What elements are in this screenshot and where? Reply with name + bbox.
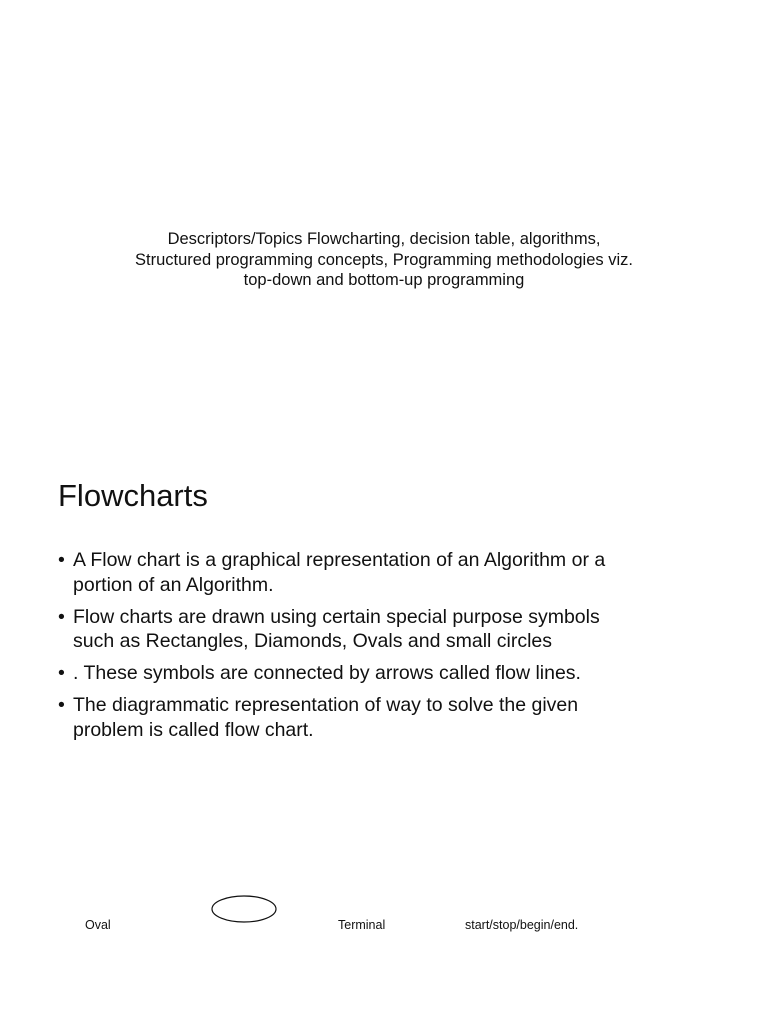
- descriptors-line: Structured programming concepts, Programming methodologies viz.: [135, 250, 633, 269]
- bullet-dot: •: [58, 694, 65, 716]
- descriptors-line: Descriptors/Topics Flowcharting, decision table, algorithms,: [167, 230, 601, 248]
- section-title: Flowcharts: [58, 478, 208, 513]
- bullet-line: A Flow chart is a graphical representation of an Algorithm or a: [73, 549, 606, 571]
- symbol-name: Oval: [85, 918, 111, 932]
- symbol-type: Terminal: [338, 918, 386, 932]
- symbol-row: [0, 890, 768, 940]
- descriptors-line: top-down and bottom-up programming: [243, 271, 525, 289]
- bullet-line: problem is called flow chart.: [73, 718, 314, 741]
- oval-shape-icon: [211, 894, 279, 926]
- bullet-dot: •: [58, 549, 65, 571]
- bullet-line: The diagrammatic representation of way to solve the given: [73, 694, 579, 716]
- bullet-item: [58, 605, 718, 654]
- bullet-item: [58, 661, 718, 686]
- descriptors-block: [0, 229, 768, 291]
- bullet-item: [58, 693, 718, 742]
- bullet-dot: •: [58, 662, 65, 684]
- bullet-line: portion of an Algorithm.: [73, 573, 274, 596]
- bullet-line: . These symbols are connected by arrows called flow lines.: [73, 662, 581, 684]
- bullet-line: such as Rectangles, Diamonds, Ovals and small circles: [73, 630, 553, 652]
- symbol-use: start/stop/begin/end.: [465, 918, 579, 932]
- bullet-list: [58, 548, 718, 750]
- bullet-item: [58, 548, 718, 597]
- bullet-dot: •: [58, 605, 65, 628]
- bullet-line: Flow charts are drawn using certain special purpose symbols: [73, 605, 600, 628]
